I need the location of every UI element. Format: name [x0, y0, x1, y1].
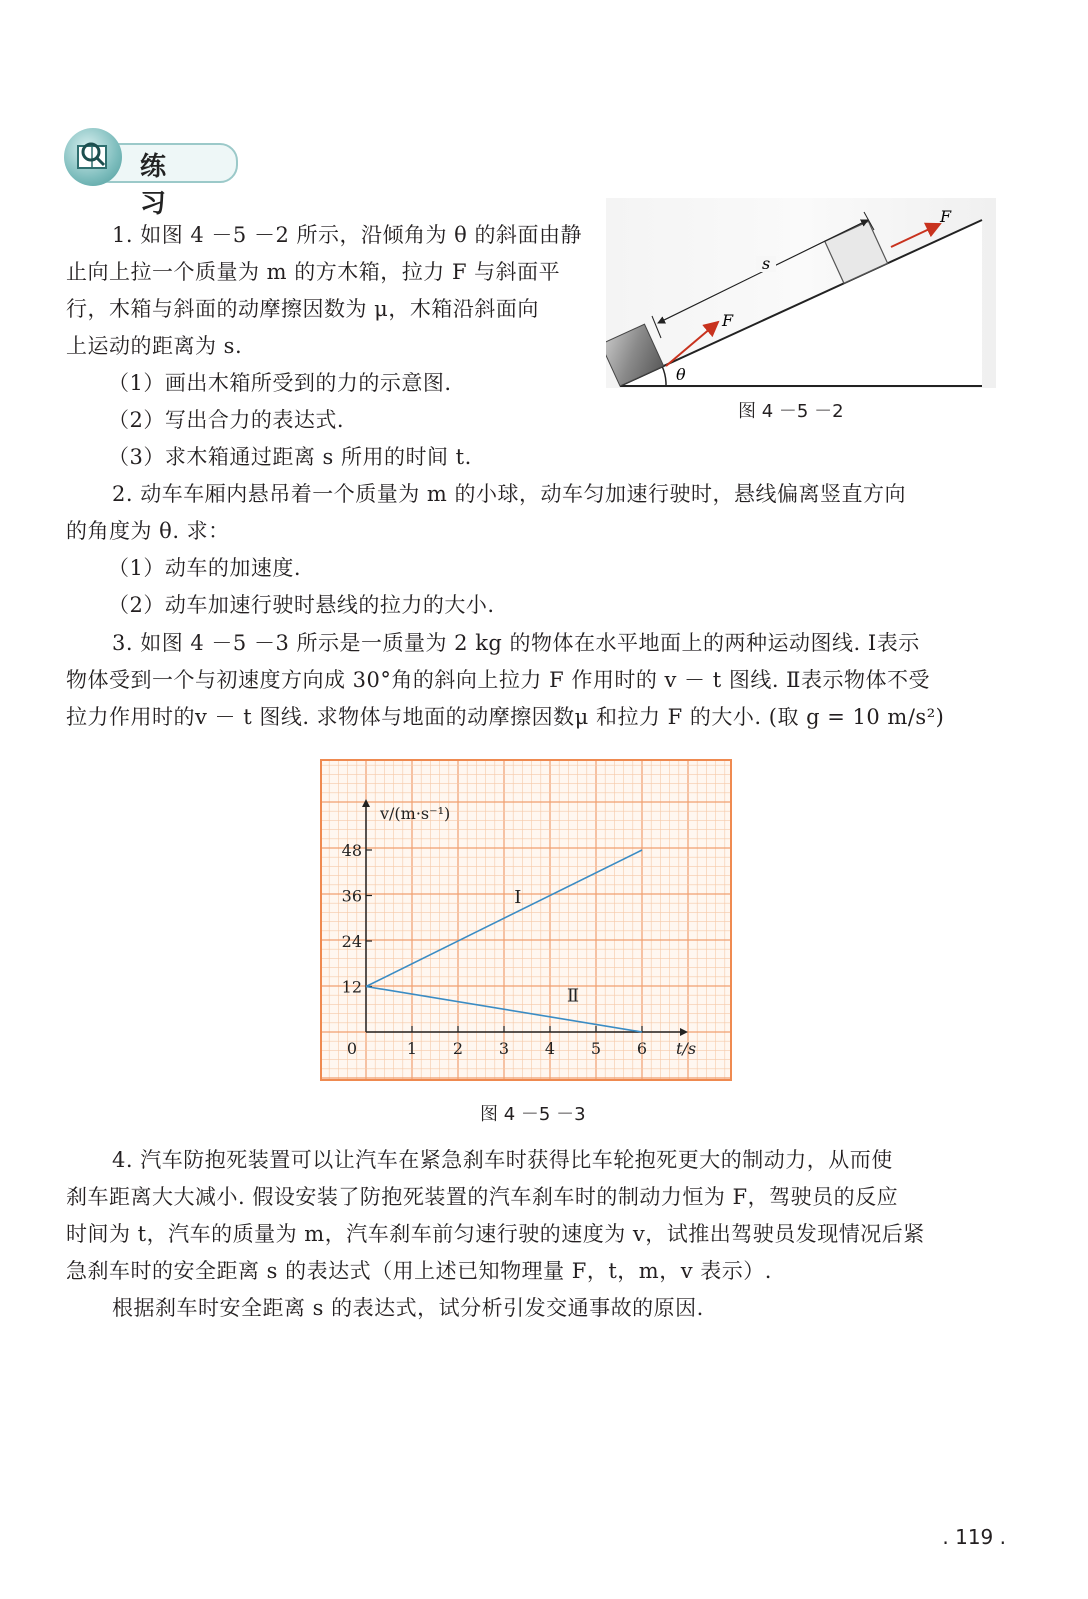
q3-line-3: 拉力作用时的v － t 图线. 求物体与地面的动摩擦因数μ 和拉力 F 的大小. (取 g = 10 m/s²): [66, 705, 945, 729]
figure-4-5-2: [606, 198, 996, 398]
q4-line-4: 急刹车时的安全距离 s 的表达式（用上述已知物理量 F，t，m，v 表示）.: [66, 1259, 772, 1283]
section-badge: [64, 128, 238, 219]
x-tick-label: 3: [498, 1039, 510, 1058]
q4-line-3: 时间为 t，汽车的质量为 m，汽车刹车前匀速行驶的速度为 v，试推出驾驶员发现情况后紧: [66, 1222, 925, 1246]
q3-line-2: 物体受到一个与初速度方向成 30°角的斜向上拉力 F 作用时的 v － t 图线. Ⅱ表示物体不受: [66, 668, 930, 692]
x-tick-label: 6: [636, 1039, 648, 1058]
series-label-2: Ⅱ: [566, 985, 580, 1007]
q4-line-5: 根据刹车时安全距离 s 的表达式，试分析引发交通事故的原因.: [112, 1296, 704, 1320]
q3-line-1: 3. 如图 4 －5 －3 所示是一质量为 2 kg 的物体在水平地面上的两种运动图线. Ⅰ表示: [112, 631, 920, 655]
figure-4-5-3-caption: 图 4 －5 －3: [480, 1104, 586, 1125]
q1-line-4: 上运动的距离为 s.: [66, 334, 243, 358]
y-tick-label: 36: [341, 886, 362, 906]
force-label-upper: F: [940, 207, 952, 226]
page-number: . 119 .: [942, 1525, 1006, 1549]
x-tick-label: 0: [346, 1039, 358, 1058]
q1-sub-3: （3）求木箱通过距离 s 所用的时间 t.: [108, 445, 472, 469]
x-tick-label: 2: [452, 1039, 464, 1058]
q2-sub-2: （2）动车加速行驶时悬线的拉力的大小.: [108, 593, 495, 617]
y-axis-label: v/(m·s⁻¹): [380, 804, 451, 823]
q4-line-1: 4. 汽车防抱死装置可以让汽车在紧急刹车时获得比车轮抱死更大的制动力，从而使: [112, 1148, 893, 1172]
force-label-lower: F: [722, 311, 734, 330]
q2-sub-1: （1）动车的加速度.: [108, 556, 302, 580]
q1-line-3: 行，木箱与斜面的动摩擦因数为 μ，木箱沿斜面向: [66, 297, 539, 321]
q1-sub-1: （1）画出木箱所受到的力的示意图.: [108, 371, 452, 395]
x-tick-label: 5: [590, 1039, 602, 1058]
q2-line-1: 2. 动车车厢内悬吊着一个质量为 m 的小球，动车匀加速行驶时，悬线偏离竖直方向: [112, 482, 906, 506]
series-label-1: Ⅰ: [514, 887, 522, 909]
distance-label: s: [762, 254, 771, 273]
q1-line-1: 1. 如图 4 －5 －2 所示，沿倾角为 θ 的斜面由静: [112, 223, 582, 247]
y-tick-label: 12: [341, 977, 362, 997]
theta-label: θ: [676, 365, 686, 384]
q2-line-2: 的角度为 θ. 求：: [66, 519, 230, 543]
x-axis-label: t/s: [676, 1039, 697, 1058]
q1-sub-2: （2）写出合力的表达式.: [108, 408, 345, 432]
figure-4-5-2-caption: 图 4 －5 －2: [738, 401, 844, 422]
section-title: 练 习: [140, 152, 181, 219]
y-tick-label: 48: [341, 841, 362, 860]
x-tick-label: 4: [544, 1039, 556, 1058]
q4-line-2: 刹车距离大大减小. 假设安装了防抱死装置的汽车刹车时的制动力恒为 F，驾驶员的反应: [66, 1185, 899, 1209]
x-tick-label: 1: [406, 1039, 418, 1058]
magnifier-book-icon: [64, 128, 122, 186]
y-tick-label: 24: [341, 932, 362, 951]
q1-line-2: 止向上拉一个质量为 m 的方木箱，拉力 F 与斜面平: [66, 260, 561, 284]
figure-4-5-3-chart: [320, 759, 732, 1081]
